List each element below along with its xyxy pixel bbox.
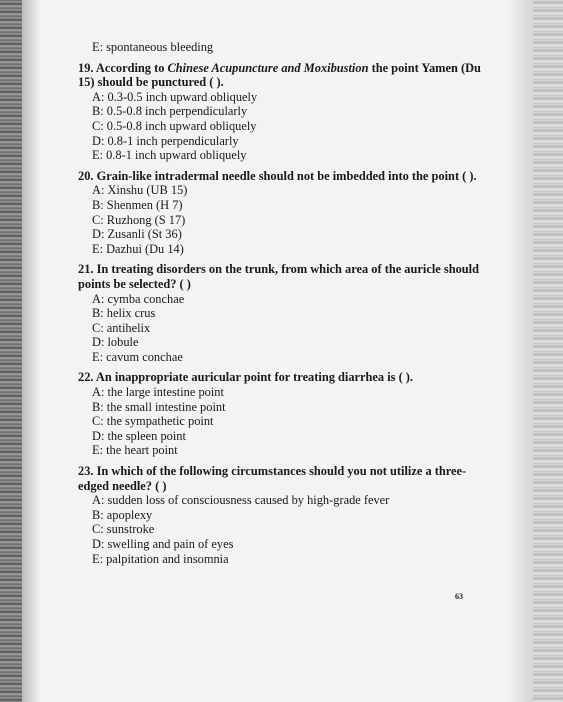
question-number: 20.: [78, 168, 94, 183]
option: C: 0.5-0.8 inch upward obliquely: [92, 118, 257, 133]
question-21-text: [78, 262, 488, 291]
option: D: Zusanli (St 36): [92, 227, 182, 242]
question-23-text: [78, 464, 488, 493]
option: E: 0.8-1 inch upward obliquely: [92, 148, 247, 163]
option: A: cymba conchae: [92, 291, 185, 306]
option: D: 0.8-1 inch perpendicularly: [92, 133, 239, 148]
question-21: [78, 262, 488, 364]
question-text: In treating disorders on the trunk, from which area of the auricle should points be selected? ( ): [78, 262, 480, 291]
book-title: Chinese Acupuncture and Moxibustion: [167, 60, 369, 75]
scan-binding-fade: [22, 0, 40, 702]
option: C: antihelix: [92, 320, 151, 335]
option: E: Dazhui (Du 14): [92, 241, 184, 256]
question-text: Grain-like intradermal needle should not be imbedded into the point ( ).: [96, 168, 477, 183]
page-content: [78, 40, 488, 566]
question-22-text: [78, 370, 488, 385]
option: E: the heart point: [92, 443, 178, 458]
scan-edge-fade: [507, 0, 533, 702]
option: E: cavum conchae: [92, 349, 183, 364]
question-19-text: [78, 61, 488, 90]
option: D: swelling and pain of eyes: [92, 537, 234, 551]
option: A: 0.3-0.5 inch upward obliquely: [92, 89, 258, 104]
question-19: [78, 61, 488, 163]
option: C: sunstroke: [92, 522, 155, 537]
page-number: 63: [455, 592, 463, 601]
question-23: [78, 464, 488, 566]
scan-binding-shadow: [0, 0, 22, 702]
question-22: [78, 370, 488, 458]
question-number: 19.: [78, 60, 94, 75]
option: A: sudden loss of consciousness caused by high-grade fever: [92, 493, 390, 508]
option: A: Xinshu (UB 15): [92, 183, 188, 198]
lead-option: E: spontaneous bleeding: [92, 40, 214, 54]
question-number: 23.: [78, 464, 94, 479]
option: B: 0.5-0.8 inch perpendicularly: [92, 104, 248, 119]
question-text-after: the point Yamen (Du 15) should be punctured ( ).: [78, 60, 481, 90]
option: C: Ruzhong (S 17): [92, 212, 186, 227]
option: B: the small intestine point: [92, 399, 226, 414]
question-text: In which of the following circumstances should you not utilize a three-edged needle? ( ): [78, 464, 467, 493]
question-number: 22.: [78, 370, 94, 385]
option: D: lobule: [92, 335, 139, 350]
question-text-before: According to: [95, 60, 168, 75]
option: E: palpitation and insomnia: [92, 551, 229, 566]
question-text: An inappropriate auricular point for treating diarrhea is ( ).: [95, 370, 414, 385]
option: B: helix crus: [92, 306, 156, 321]
question-20: [78, 169, 488, 257]
option: D: the spleen point: [92, 428, 186, 443]
option: A: the large intestine point: [92, 385, 224, 400]
question-number: 21.: [78, 262, 94, 277]
option: B: apoplexy: [92, 507, 153, 522]
option: C: the sympathetic point: [92, 414, 214, 429]
scan-edge-noise: [533, 0, 563, 702]
question-20-text: [78, 169, 488, 184]
option: B: Shenmen (H 7): [92, 197, 183, 212]
